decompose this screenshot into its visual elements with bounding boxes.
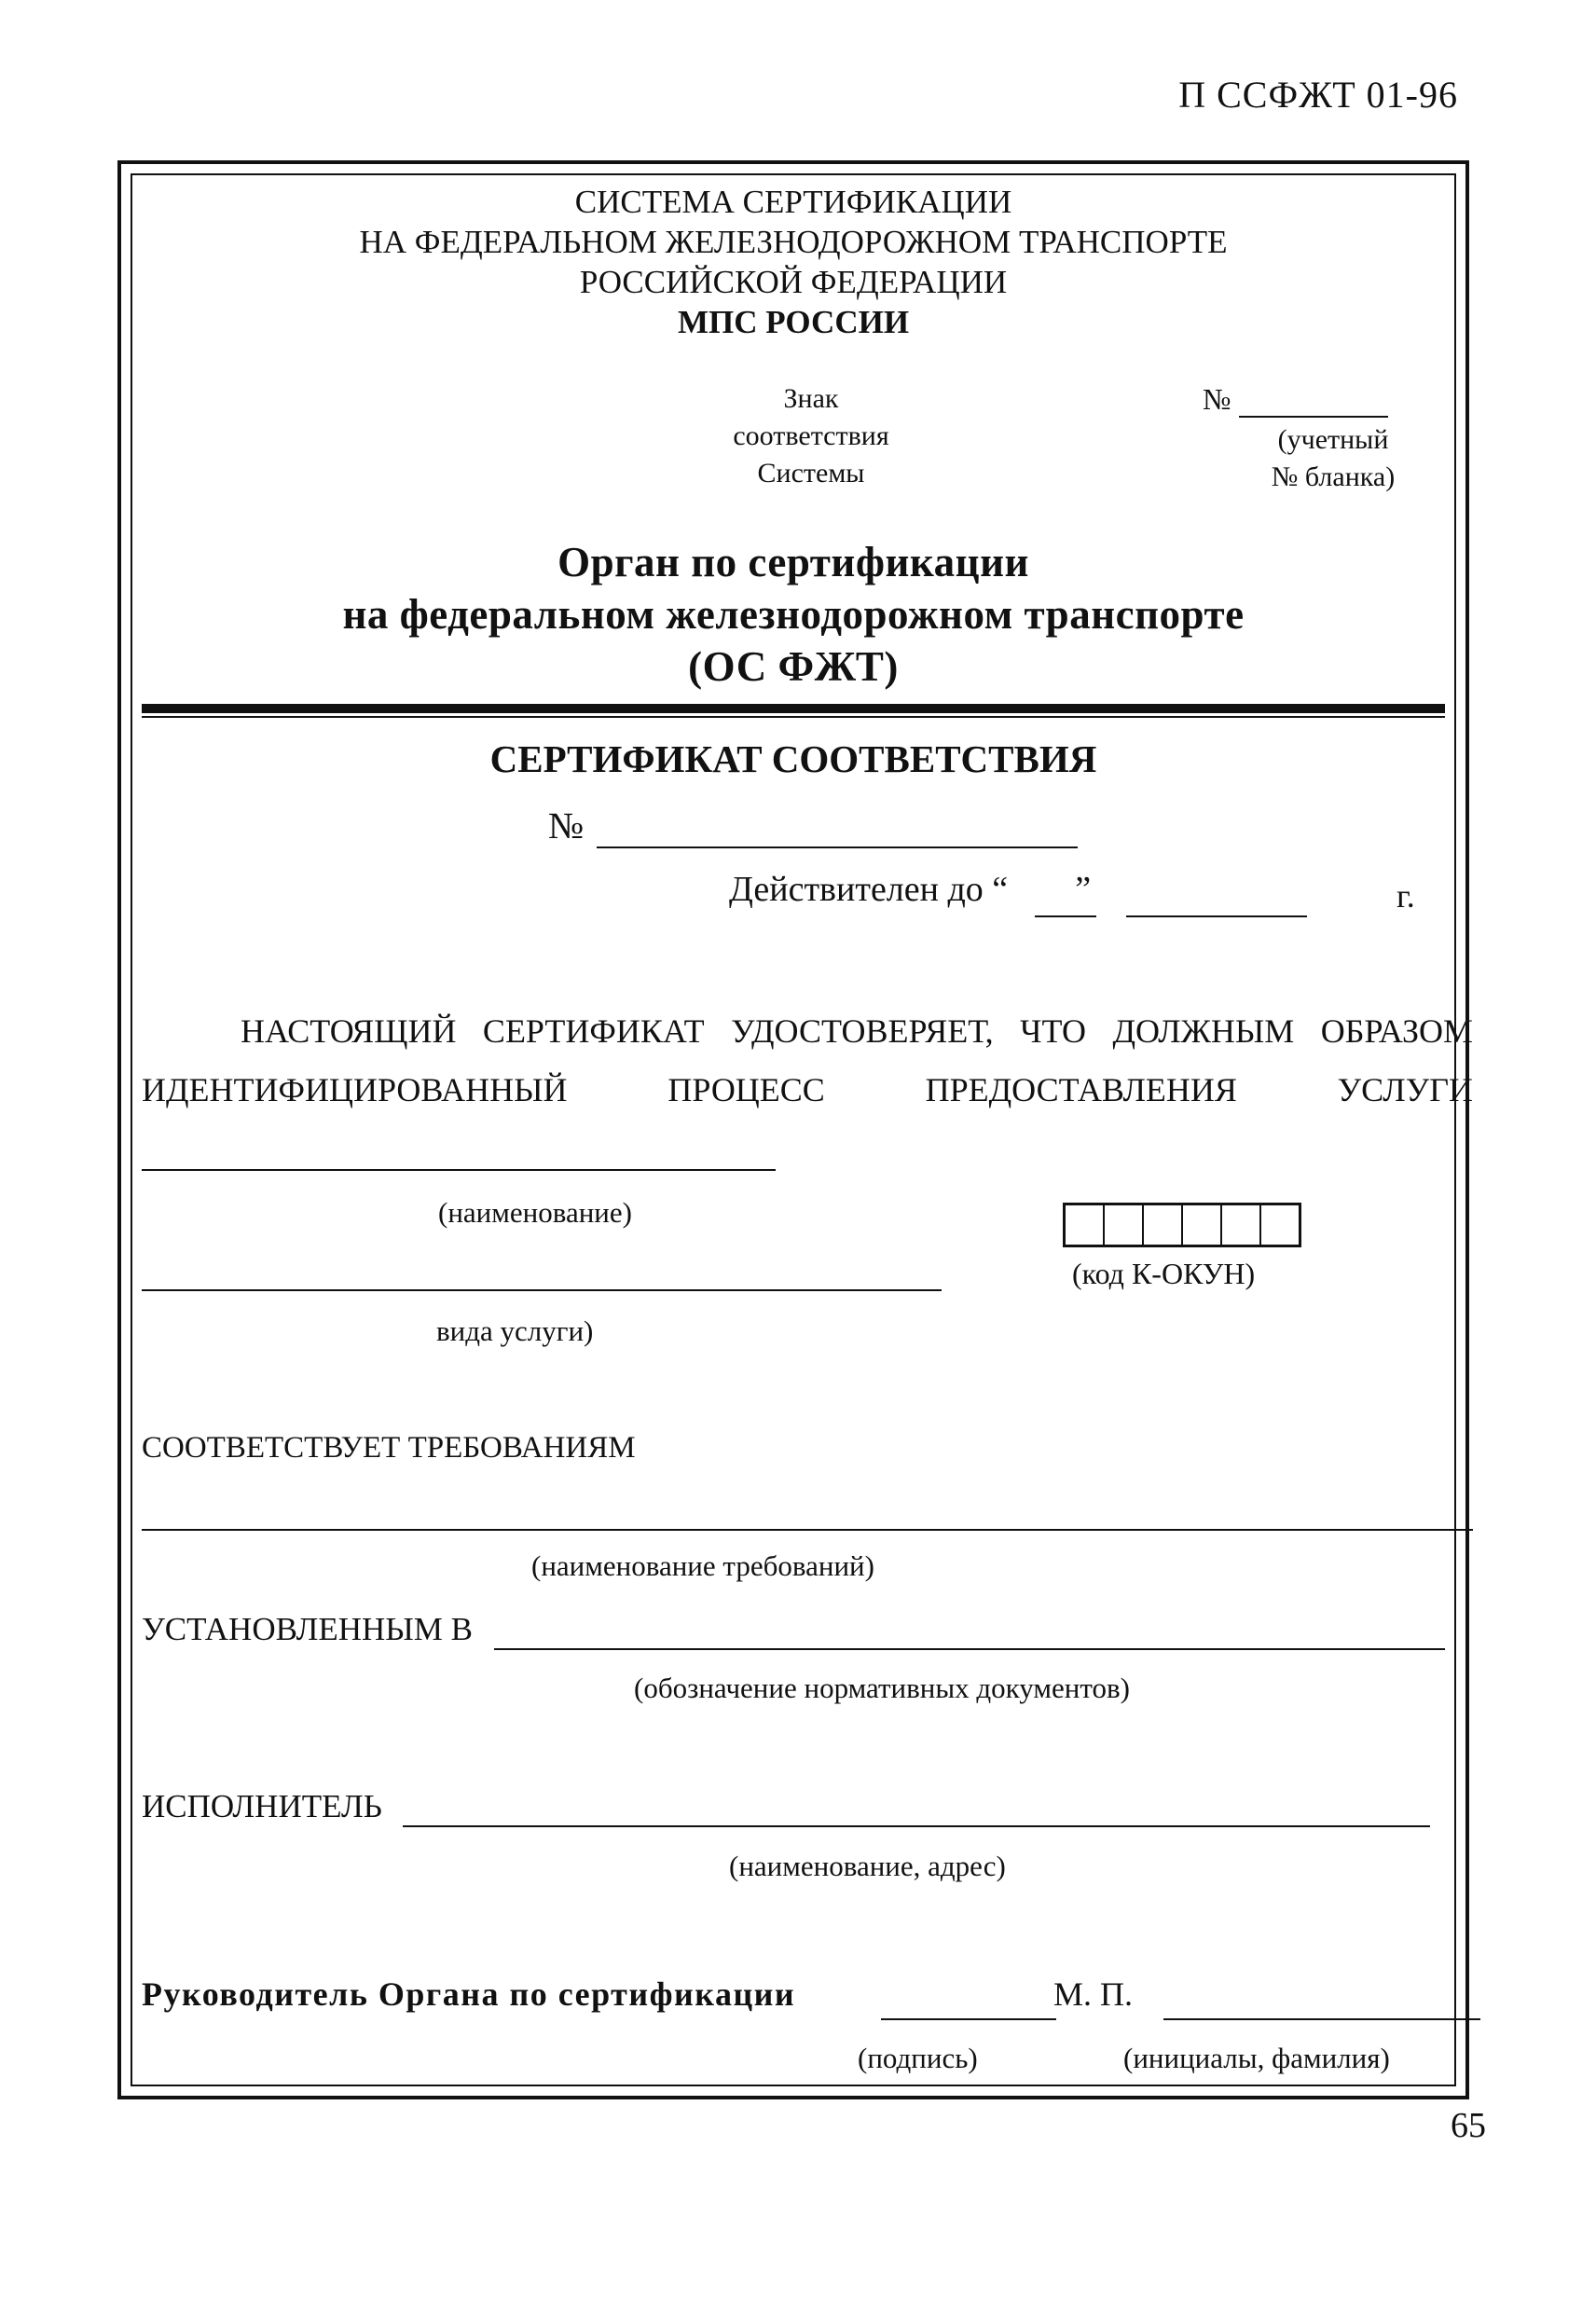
organ-line-1: Орган по сертификации [557, 539, 1029, 585]
code-box [1183, 1205, 1222, 1245]
document-code: П ССФЖТ 01-96 [1178, 74, 1458, 116]
code-box [1144, 1205, 1183, 1245]
blank-number-line [1239, 388, 1388, 418]
header-line-3: РОССИЙСКОЙ ФЕДЕРАЦИИ [579, 264, 1008, 300]
normative-documents-caption: (обозначение нормативных документов) [634, 1672, 1130, 1704]
okun-code-caption: (код К-ОКУН) [1072, 1257, 1256, 1290]
code-box [1105, 1205, 1144, 1245]
name-line [1163, 2018, 1480, 2020]
okun-code-boxes [1063, 1203, 1301, 1247]
sign-line-2: соответствия [733, 420, 889, 451]
seal-place-label: М. П. [1053, 1975, 1134, 2013]
organ-line-2: на федеральном железнодорожном транспорте [342, 591, 1245, 638]
conformity-sign-block [671, 380, 951, 492]
signature-caption: (подпись) [858, 2042, 978, 2074]
certificate-number-line [597, 846, 1078, 848]
blank-number-caption [1217, 421, 1450, 496]
requirements-line [142, 1529, 1473, 1531]
service-type-caption: вида услуги) [436, 1314, 594, 1347]
sign-line-1: Знак [783, 383, 839, 414]
blank-caption-line-1: (учетный [1277, 424, 1389, 455]
blank-number-field [1203, 380, 1388, 418]
organ-line-3: (ОС ФЖТ) [688, 643, 899, 690]
valid-day-line [1035, 915, 1096, 917]
certify-paragraph-line-2: ИДЕНТИФИЦИРОВАННЫЙ ПРОЦЕСС ПРЕДОСТАВЛЕНИЯ УСЛУГИ [142, 1071, 1473, 1108]
meets-requirements-label: СООТВЕТСТВУЕТ ТРЕБОВАНИЯМ [142, 1431, 636, 1465]
valid-month-line [1126, 915, 1307, 917]
set-in-label: УСТАНОВЛЕННЫМ В [142, 1611, 474, 1647]
code-box [1222, 1205, 1261, 1245]
system-header [131, 182, 1456, 342]
normative-documents-line [494, 1648, 1445, 1650]
signature-line [881, 2018, 1056, 2020]
requirements-caption: (наименование требований) [531, 1549, 874, 1582]
service-name-line [142, 1169, 776, 1171]
service-type-line [142, 1289, 942, 1291]
header-line-1: СИСТЕМА СЕРТИФИКАЦИИ [574, 184, 1012, 220]
certify-paragraph-line-1: НАСТОЯЩИЙ СЕРТИФИКАТ УДОСТОВЕРЯЕТ, ЧТО ДОЛЖНЫМ ОБРАЗОМ [241, 1012, 1473, 1050]
section-divider-thin [142, 716, 1445, 718]
page-number: 65 [1451, 2106, 1486, 2145]
header-line-4: МПС РОССИИ [677, 304, 910, 340]
performer-caption: (наименование, адрес) [729, 1850, 1006, 1882]
valid-year-suffix: г. [1396, 877, 1415, 915]
certificate-title: СЕРТИФИКАТ СООТВЕТСТВИЯ [489, 737, 1097, 780]
valid-until-label [729, 869, 1091, 910]
name-caption: (инициалы, фамилия) [1123, 2042, 1390, 2074]
certification-body-title [131, 536, 1456, 693]
blank-number-symbol: № [1203, 382, 1231, 416]
code-box [1261, 1205, 1299, 1245]
performer-label: ИСПОЛНИТЕЛЬ [142, 1788, 382, 1824]
sign-line-3: Системы [757, 458, 865, 489]
service-name-caption: (наименование) [438, 1196, 632, 1229]
head-of-body-label: Руководитель Органа по сертификации [142, 1975, 796, 2013]
valid-until-text: Действителен до “ [729, 870, 1009, 909]
performer-line [403, 1825, 1430, 1827]
blank-caption-line-2: № бланка) [1271, 461, 1396, 492]
code-box [1066, 1205, 1105, 1245]
section-divider-thick [142, 704, 1445, 713]
certificate-number-symbol: № [548, 805, 585, 846]
valid-quote-close: ” [1075, 870, 1092, 909]
header-line-2: НА ФЕДЕРАЛЬНОМ ЖЕЛЕЗНОДОРОЖНОМ ТРАНСПОРТЕ [359, 224, 1228, 260]
